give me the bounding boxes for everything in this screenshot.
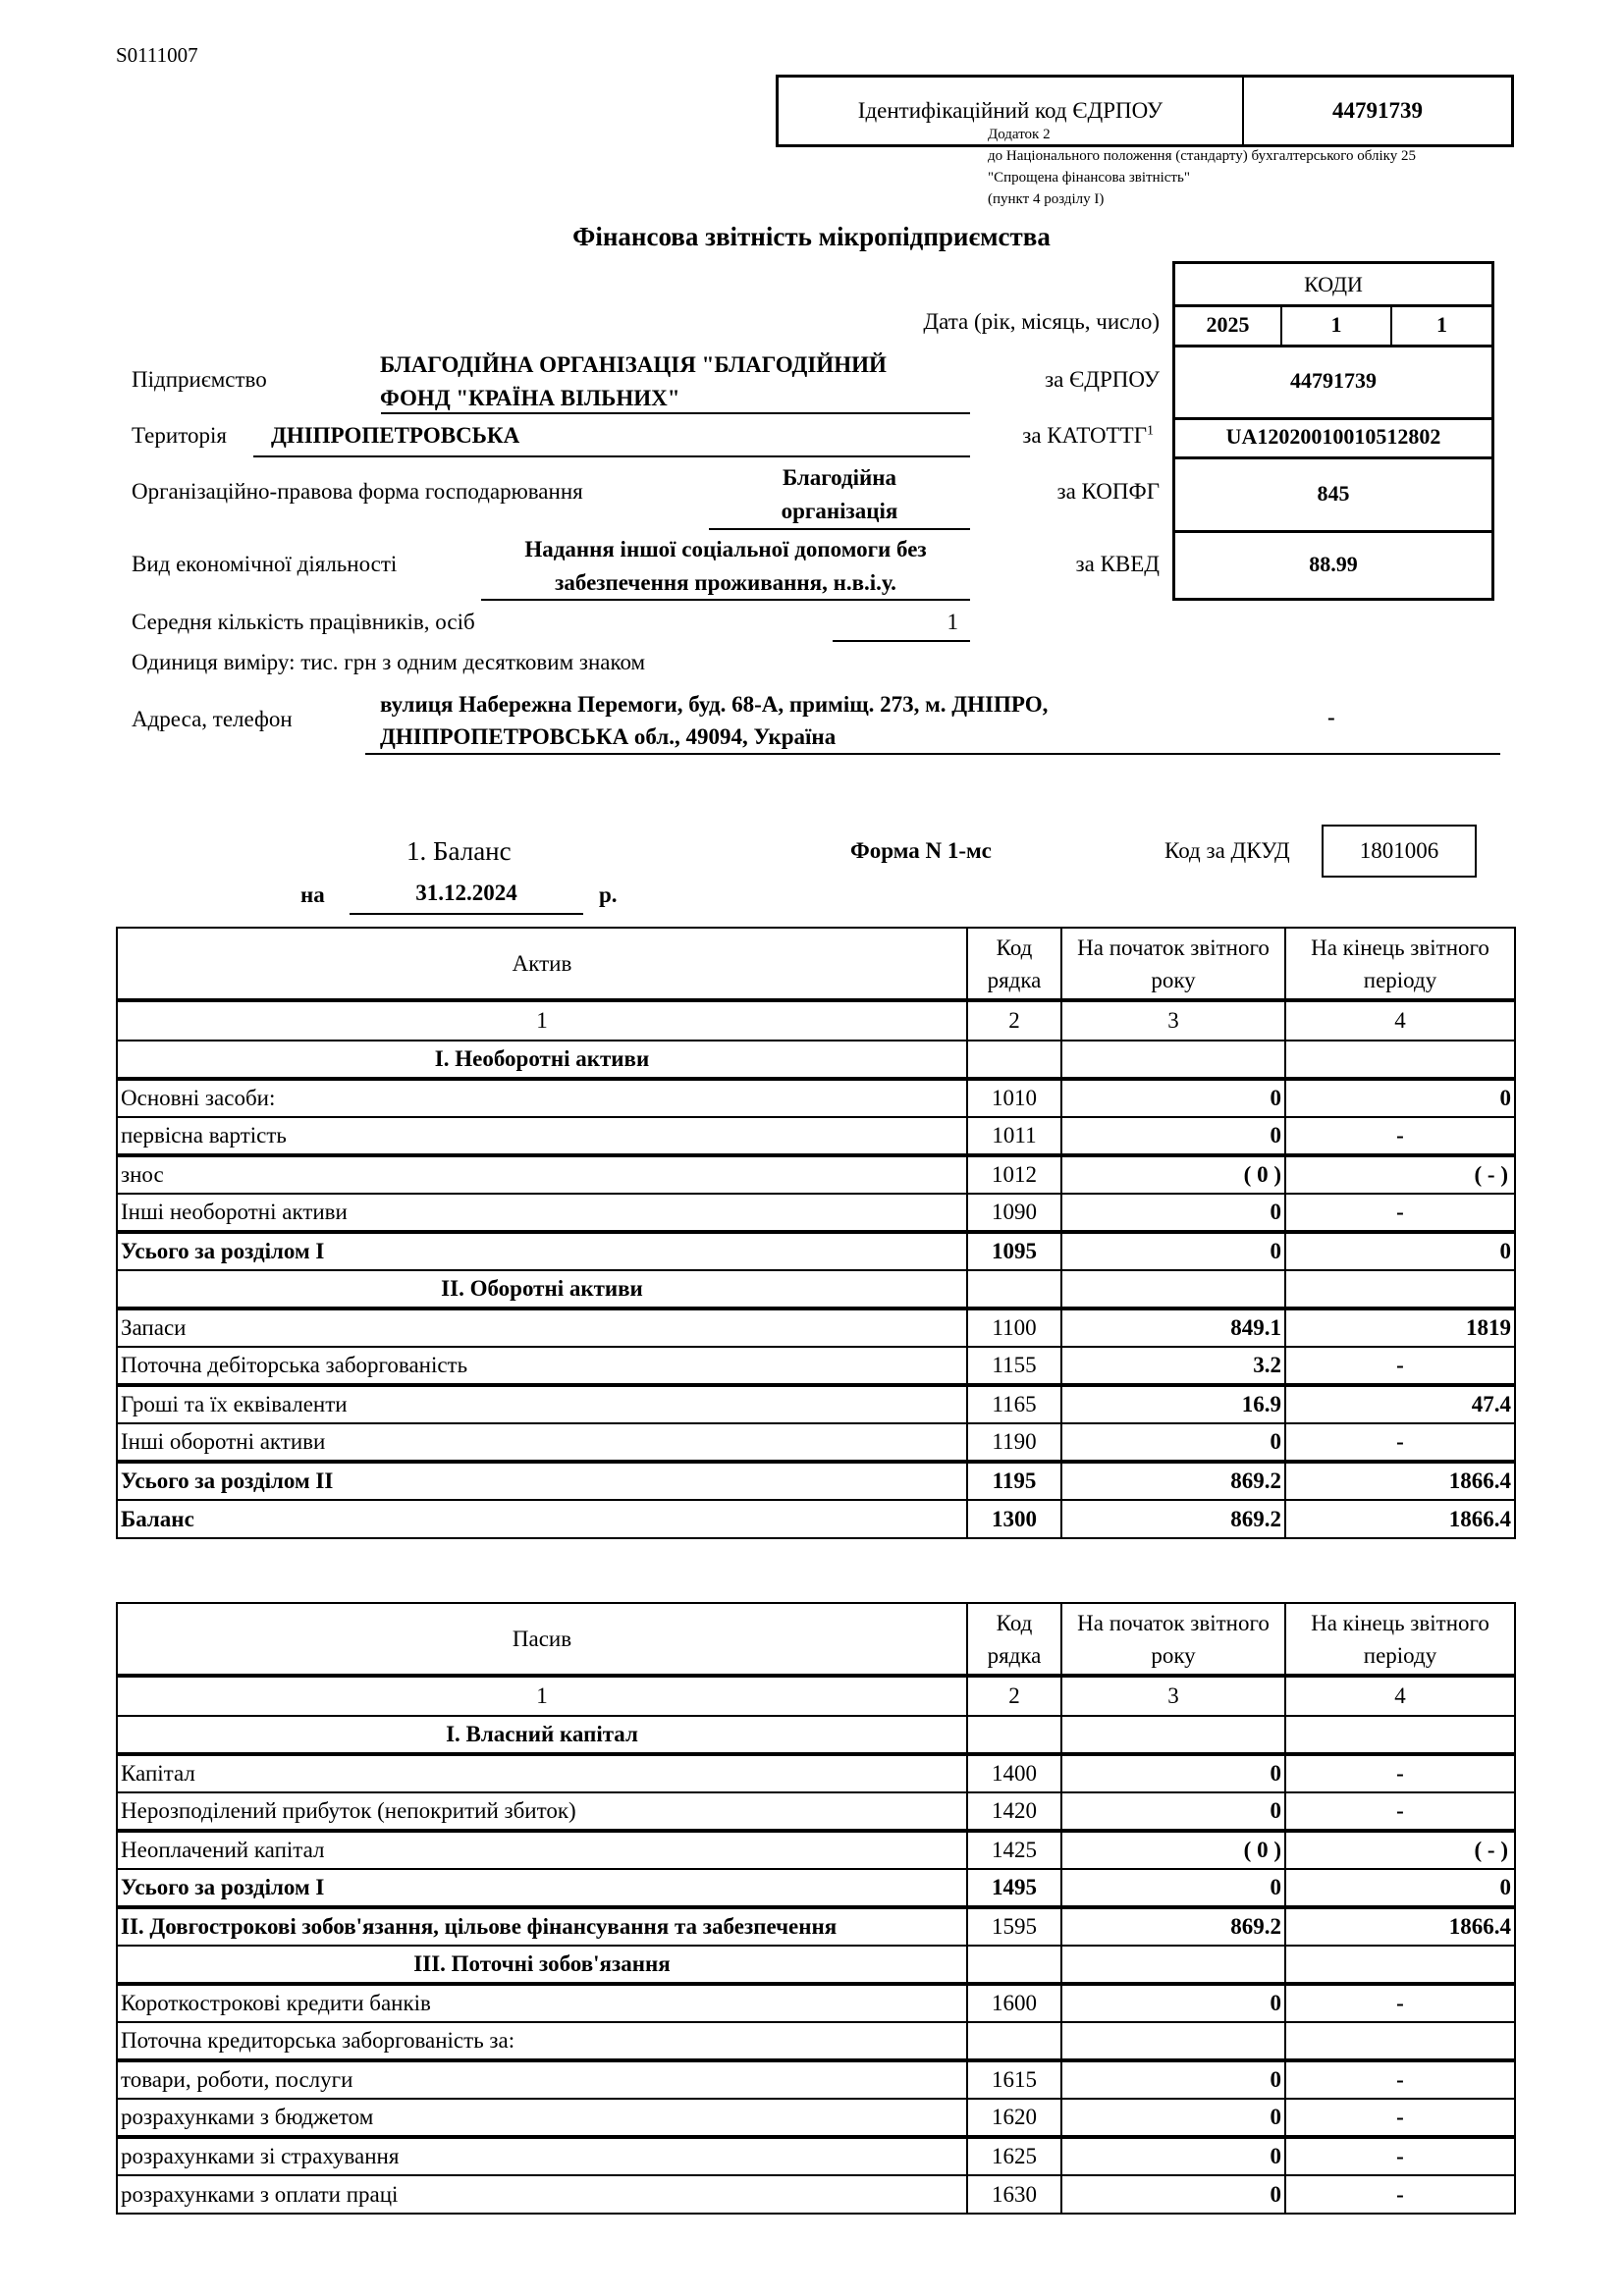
date-codes-row — [1175, 304, 1491, 347]
asset-row — [117, 1500, 1515, 1538]
liability-section-row — [117, 1946, 1515, 1984]
activity-label: Вид економічної діяльності — [132, 552, 398, 576]
asset-header-col3: На початок звітного року — [1061, 928, 1285, 1000]
empty-cell — [1285, 1716, 1515, 1754]
asset-section-row — [117, 1041, 1515, 1079]
value-end: 0 — [1285, 1232, 1515, 1270]
liability-col-number: 2 — [967, 1676, 1061, 1716]
liability-row — [117, 2137, 1515, 2175]
row-label: Усього за розділом II — [117, 1462, 967, 1500]
annex-line: (пункт 4 розділу I) — [988, 191, 1105, 207]
assets-table — [116, 927, 1516, 1539]
value-end: - — [1285, 1347, 1515, 1385]
asset-col-number: 2 — [967, 1000, 1061, 1041]
row-label: Баланс — [117, 1500, 967, 1538]
value-end: ( - ) — [1285, 1831, 1515, 1869]
document-title: Фінансова звітність мікропідприємства — [572, 222, 1051, 251]
row-code: 1012 — [967, 1155, 1061, 1194]
empty-cell — [1285, 2022, 1515, 2060]
date-year: 2025 — [1206, 311, 1250, 337]
value-start: 0 — [1061, 1232, 1285, 1270]
row-label: Основні засоби: — [117, 1079, 967, 1117]
row-code: 1615 — [967, 2060, 1061, 2099]
value-end: 0 — [1285, 1079, 1515, 1117]
row-label: Інші оборотні активи — [117, 1423, 967, 1462]
balance-title: 1. Баланс — [406, 836, 512, 866]
value-end: 1866.4 — [1285, 1462, 1515, 1500]
value-end: 0 — [1285, 1869, 1515, 1907]
asset-row — [117, 1079, 1515, 1117]
kved-code — [1175, 530, 1491, 598]
value-start: 0 — [1061, 1117, 1285, 1155]
liability-header-col4: На кінець звітного періоду — [1285, 1603, 1515, 1676]
address-underline — [365, 753, 1500, 755]
value-end: 1819 — [1285, 1308, 1515, 1347]
activity-underline — [481, 599, 970, 601]
value-start: ( 0 ) — [1061, 1831, 1285, 1869]
dkud-label: Код за ДКУД — [1164, 838, 1290, 863]
liability-row — [117, 1792, 1515, 1831]
row-label: II. Довгострокові зобов'язання, цільове фінансування та забезпечення — [117, 1907, 967, 1946]
address-label: Адреса, телефон — [132, 707, 293, 731]
row-label: Інші необоротні активи — [117, 1194, 967, 1232]
liability-header-col1: Пасив — [117, 1603, 967, 1676]
legal-form-line: Благодійна — [782, 465, 897, 490]
activity-value — [481, 533, 970, 600]
edrpou-id-label: Ідентифікаційний код ЄДРПОУ — [779, 78, 1244, 144]
kopfg-code-value: 845 — [1317, 480, 1350, 506]
row-label: Поточна дебіторська заборгованість — [117, 1347, 967, 1385]
empty-cell — [967, 1041, 1061, 1079]
value-start: 0 — [1061, 1792, 1285, 1831]
row-code: 1195 — [967, 1462, 1061, 1500]
territory-label: Територія — [132, 423, 227, 448]
address-line: ДНІПРОПЕТРОВСЬКА обл., 49094, Україна — [380, 724, 837, 749]
row-label: Усього за розділом I — [117, 1869, 967, 1907]
activity-line: забезпечення проживання, н.в.і.у. — [555, 570, 896, 595]
row-code: 1190 — [967, 1423, 1061, 1462]
value-end: - — [1285, 2099, 1515, 2137]
asset-col-number: 1 — [117, 1000, 967, 1041]
section-heading: II. Оборотні активи — [117, 1270, 967, 1308]
row-code: 1100 — [967, 1308, 1061, 1347]
value-end: 1866.4 — [1285, 1907, 1515, 1946]
liability-row — [117, 2060, 1515, 2099]
empty-cell — [1061, 1270, 1285, 1308]
asset-col-number: 3 — [1061, 1000, 1285, 1041]
edrpou-id-value: 44791739 — [1332, 98, 1423, 123]
asset-row — [117, 1308, 1515, 1347]
annex-line: Додаток 2 — [988, 127, 1051, 142]
annex-line: "Спрощена фінансова звітність" — [988, 170, 1190, 186]
liability-col-number: 3 — [1061, 1676, 1285, 1716]
activity-line: Надання іншої соціальної допомоги без — [524, 537, 927, 561]
row-code: 1595 — [967, 1907, 1061, 1946]
empty-cell — [1061, 1716, 1285, 1754]
row-code: 1095 — [967, 1232, 1061, 1270]
value-start: ( 0 ) — [1061, 1155, 1285, 1194]
row-code: 1011 — [967, 1117, 1061, 1155]
date-prefix: на — [300, 882, 325, 907]
section-heading: I. Необоротні активи — [117, 1041, 967, 1079]
value-end: - — [1285, 1754, 1515, 1792]
employees-value: 1 — [947, 610, 958, 634]
row-label: товари, роботи, послуги — [117, 2060, 967, 2099]
legal-form-underline — [709, 528, 970, 530]
asset-row — [117, 1117, 1515, 1155]
value-end: - — [1285, 2060, 1515, 2099]
row-code: 1600 — [967, 1984, 1061, 2022]
value-end: ( - ) — [1285, 1155, 1515, 1194]
enterprise-name-line: ФОНД "КРАЇНА ВІЛЬНИХ" — [380, 386, 680, 410]
asset-row — [117, 1155, 1515, 1194]
liability-header-col3: На початок звітного року — [1061, 1603, 1285, 1676]
liabilities-table — [116, 1602, 1516, 2215]
katottg-label — [1022, 423, 1154, 449]
row-label: розрахунками зі страхування — [117, 2137, 967, 2175]
row-label: знос — [117, 1155, 967, 1194]
row-code: 1155 — [967, 1347, 1061, 1385]
legal-form-label: Організаційно-правова форма господарювання — [132, 479, 583, 504]
value-end: 47.4 — [1285, 1385, 1515, 1423]
edrpou-code-value: 44791739 — [1290, 368, 1377, 393]
legal-form-value — [709, 461, 970, 528]
value-start: 0 — [1061, 2175, 1285, 2214]
address-line: вулиця Набережна Перемоги, буд. 68-А, приміщ. 273, м. ДНІПРО, — [380, 692, 1049, 717]
legal-form-line: організація — [781, 499, 898, 523]
value-start: 0 — [1061, 2099, 1285, 2137]
value-start: 869.2 — [1061, 1500, 1285, 1538]
row-label: Поточна кредиторська заборгованість за: — [117, 2022, 967, 2060]
row-code: 1090 — [967, 1194, 1061, 1232]
value-end: - — [1285, 1984, 1515, 2022]
row-code: 1495 — [967, 1869, 1061, 1907]
value-start: 0 — [1061, 1984, 1285, 2022]
empty-cell — [967, 1716, 1061, 1754]
liability-header-col2: Код рядка — [967, 1603, 1061, 1676]
value-start: 16.9 — [1061, 1385, 1285, 1423]
katottg-code-value: UA12020010010512802 — [1225, 424, 1441, 449]
katottg-label-text: за КАТОТТГ — [1022, 423, 1147, 448]
row-code: 1425 — [967, 1831, 1061, 1869]
asset-header-col4: На кінець звітного періоду — [1285, 928, 1515, 1000]
empty-cell — [967, 1946, 1061, 1984]
codes-box — [1172, 261, 1494, 601]
annex-note — [988, 124, 1416, 210]
value-start: 849.1 — [1061, 1308, 1285, 1347]
row-code: 1300 — [967, 1500, 1061, 1538]
liability-row — [117, 1907, 1515, 1946]
asset-section-row — [117, 1270, 1515, 1308]
value-start: 0 — [1061, 1423, 1285, 1462]
value-start: 3.2 — [1061, 1347, 1285, 1385]
value-end: - — [1285, 2175, 1515, 2214]
enterprise-name-line: БЛАГОДІЙНА ОРГАНІЗАЦІЯ "БЛАГОДІЙНИЙ — [380, 352, 887, 377]
section-heading: III. Поточні зобов'язання — [117, 1946, 967, 1984]
date-suffix: р. — [599, 882, 618, 907]
row-label: Капітал — [117, 1754, 967, 1792]
value-end: - — [1285, 1423, 1515, 1462]
employees-label: Середня кількість працівників, осіб — [132, 610, 475, 634]
liability-row — [117, 2175, 1515, 2214]
liability-col-number: 4 — [1285, 1676, 1515, 1716]
asset-row — [117, 1462, 1515, 1500]
liability-row — [117, 2099, 1515, 2137]
empty-cell — [967, 1270, 1061, 1308]
liability-section-row — [117, 1716, 1515, 1754]
row-label: Запаси — [117, 1308, 967, 1347]
phone-value: - — [1327, 705, 1335, 729]
value-end: - — [1285, 2137, 1515, 2175]
row-label: Неоплачений капітал — [117, 1831, 967, 1869]
row-code: 1400 — [967, 1754, 1061, 1792]
liability-subheading-row — [117, 2022, 1515, 2060]
territory-underline — [253, 455, 970, 457]
address-value — [380, 688, 1048, 753]
edrpou-code — [1175, 345, 1491, 420]
edrpou-label: за ЄДРПОУ — [1045, 367, 1160, 392]
asset-row — [117, 1423, 1515, 1462]
value-end: - — [1285, 1117, 1515, 1155]
row-label: Усього за розділом I — [117, 1232, 967, 1270]
liability-row — [117, 1984, 1515, 2022]
empty-cell — [1285, 1946, 1515, 1984]
empty-cell — [1061, 1946, 1285, 1984]
row-label: Короткострокові кредити банків — [117, 1984, 967, 2022]
asset-row — [117, 1347, 1515, 1385]
footnote-mark: 1 — [1147, 423, 1154, 439]
row-label: первісна вартість — [117, 1117, 967, 1155]
form-number: Форма N 1-мс — [850, 838, 992, 863]
empty-cell — [1285, 1270, 1515, 1308]
balance-date-underline — [350, 913, 583, 915]
territory-value: ДНІПРОПЕТРОВСЬКА — [271, 423, 520, 448]
value-start: 0 — [1061, 1754, 1285, 1792]
row-code: 1620 — [967, 2099, 1061, 2137]
row-label: розрахунками з оплати праці — [117, 2175, 967, 2214]
liability-row — [117, 1869, 1515, 1907]
value-start: 0 — [1061, 2060, 1285, 2099]
unit-label: Одиниця виміру: тис. грн з одним десятковим знаком — [132, 650, 646, 674]
codes-header-text: КОДИ — [1304, 271, 1363, 296]
enterprise-name — [380, 348, 887, 415]
section-heading: I. Власний капітал — [117, 1716, 967, 1754]
value-end: 1866.4 — [1285, 1500, 1515, 1538]
row-label: розрахунками з бюджетом — [117, 2099, 967, 2137]
row-label: Нерозподілений прибуток (непокритий збиток) — [117, 1792, 967, 1831]
asset-header-col1: Актив — [117, 928, 967, 1000]
row-code: 1010 — [967, 1079, 1061, 1117]
row-code: 1630 — [967, 2175, 1061, 2214]
row-code: 1625 — [967, 2137, 1061, 2175]
enterprise-underline — [381, 412, 970, 414]
date-day: 1 — [1390, 304, 1491, 345]
asset-header-col2: Код рядка — [967, 928, 1061, 1000]
asset-row — [117, 1385, 1515, 1423]
value-start: 869.2 — [1061, 1462, 1285, 1500]
kopfg-label: за КОПФГ — [1056, 479, 1160, 504]
kopfg-code — [1175, 456, 1491, 533]
row-code: 1420 — [967, 1792, 1061, 1831]
kved-code-value: 88.99 — [1309, 551, 1358, 576]
codes-header — [1175, 264, 1491, 307]
kved-label: за КВЕД — [1075, 552, 1160, 576]
dkud-value: 1801006 — [1322, 825, 1477, 878]
empty-cell — [1061, 2022, 1285, 2060]
row-label: Гроші та їх еквіваленти — [117, 1385, 967, 1423]
value-start: 0 — [1061, 1869, 1285, 1907]
empty-cell — [967, 2022, 1061, 2060]
asset-col-number: 4 — [1285, 1000, 1515, 1041]
asset-row — [117, 1232, 1515, 1270]
form-code: S0111007 — [116, 43, 198, 67]
row-code: 1165 — [967, 1385, 1061, 1423]
liability-row — [117, 1831, 1515, 1869]
date-label: Дата (рік, місяць, число) — [923, 309, 1160, 334]
annex-line: до Національного положення (стандарту) бухгалтерського обліку 25 — [988, 148, 1416, 164]
value-end: - — [1285, 1792, 1515, 1831]
value-start: 0 — [1061, 2137, 1285, 2175]
date-month: 1 — [1280, 304, 1390, 345]
empty-cell — [1285, 1041, 1515, 1079]
balance-date: 31.12.2024 — [415, 881, 517, 905]
enterprise-label: Підприємство — [132, 367, 267, 392]
empty-cell — [1061, 1041, 1285, 1079]
liability-col-number: 1 — [117, 1676, 967, 1716]
liability-row — [117, 1754, 1515, 1792]
katottg-code — [1175, 417, 1491, 459]
employees-underline — [833, 640, 970, 642]
value-start: 0 — [1061, 1194, 1285, 1232]
value-end: - — [1285, 1194, 1515, 1232]
asset-row — [117, 1194, 1515, 1232]
value-start: 869.2 — [1061, 1907, 1285, 1946]
value-start: 0 — [1061, 1079, 1285, 1117]
